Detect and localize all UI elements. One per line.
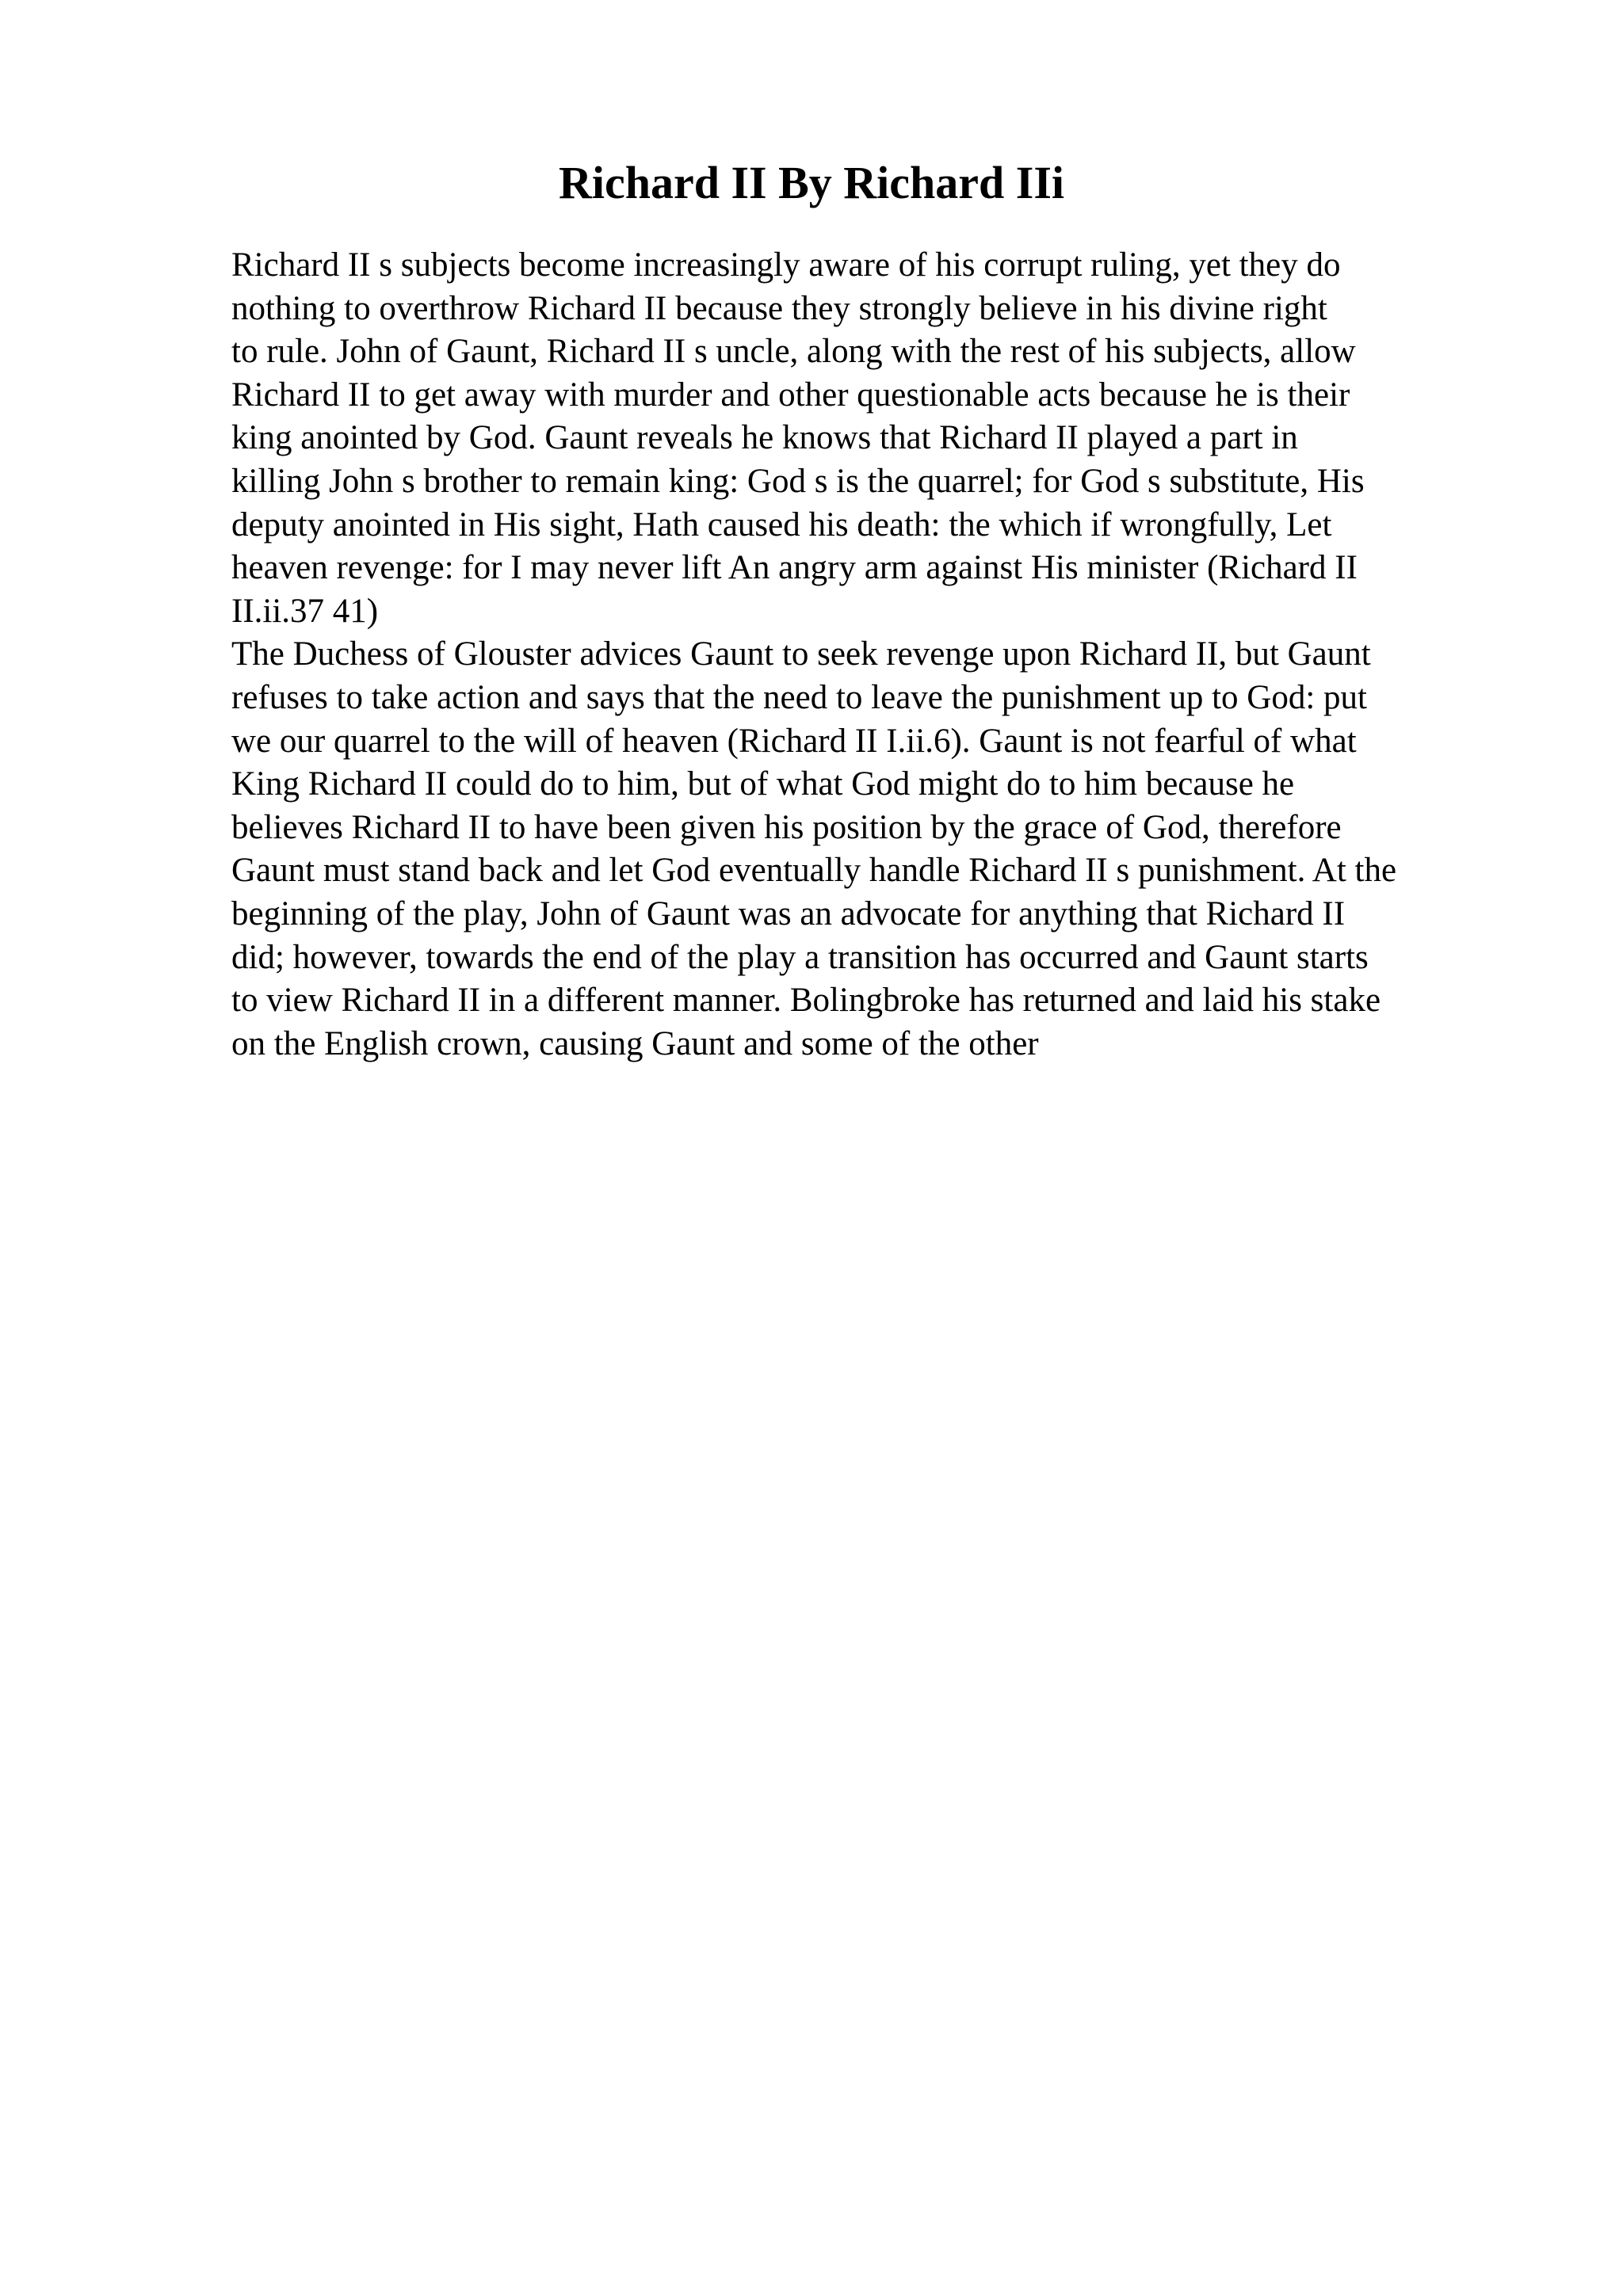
body-line: did; however, towards the end of the play a transition has occurred and Gaunt starts — [231, 938, 1369, 976]
body-line: to view Richard II in a different manner. Bolingbroke has returned and laid his stake — [231, 982, 1381, 1020]
body-line: deputy anointed in His sight, Hath caused his death: the which if wrongfully, Let — [231, 505, 1332, 543]
body-line: on the English crown, causing Gaunt and some of the other — [231, 1024, 1039, 1062]
body-line: we our quarrel to the will of heaven (Richard II I.ii.6). Gaunt is not fearful of what — [231, 722, 1357, 760]
body-line: refuses to take action and says that the need to leave the punishment up to God: put — [231, 678, 1367, 716]
body-line: heaven revenge: for I may never lift An angry arm against His minister (Richard II — [231, 549, 1358, 587]
document-body — [231, 244, 1515, 1066]
body-line: Gaunt must stand back and let God eventually handle Richard II s punishment. At the — [231, 852, 1397, 890]
body-line: believes Richard II to have been given his position by the grace of God, therefore — [231, 808, 1342, 846]
body-line: killing John s brother to remain king: God s is the quarrel; for God s substitute, His — [231, 462, 1365, 500]
body-line: Richard II to get away with murder and other questionable acts because he is their — [231, 376, 1350, 414]
body-line: Richard II s subjects become increasingly aware of his corrupt ruling, yet they do — [231, 246, 1341, 284]
body-line: to rule. John of Gaunt, Richard II s uncle, along with the rest of his subjects, allow — [231, 333, 1356, 371]
body-line: king anointed by God. Gaunt reveals he knows that Richard II played a part in — [231, 419, 1298, 457]
body-line: nothing to overthrow Richard II because they strongly believe in his divine right — [231, 289, 1327, 327]
document-title: Richard II By Richard IIi — [558, 157, 1065, 208]
body-line: II.ii.37 41) — [231, 592, 379, 630]
body-line: The Duchess of Glouster advices Gaunt to seek revenge upon Richard II, but Gaunt — [231, 635, 1371, 673]
body-line: beginning of the play, John of Gaunt was an advocate for anything that Richard II — [231, 894, 1346, 933]
body-line: King Richard II could do to him, but of what God might do to him because he — [231, 765, 1295, 803]
